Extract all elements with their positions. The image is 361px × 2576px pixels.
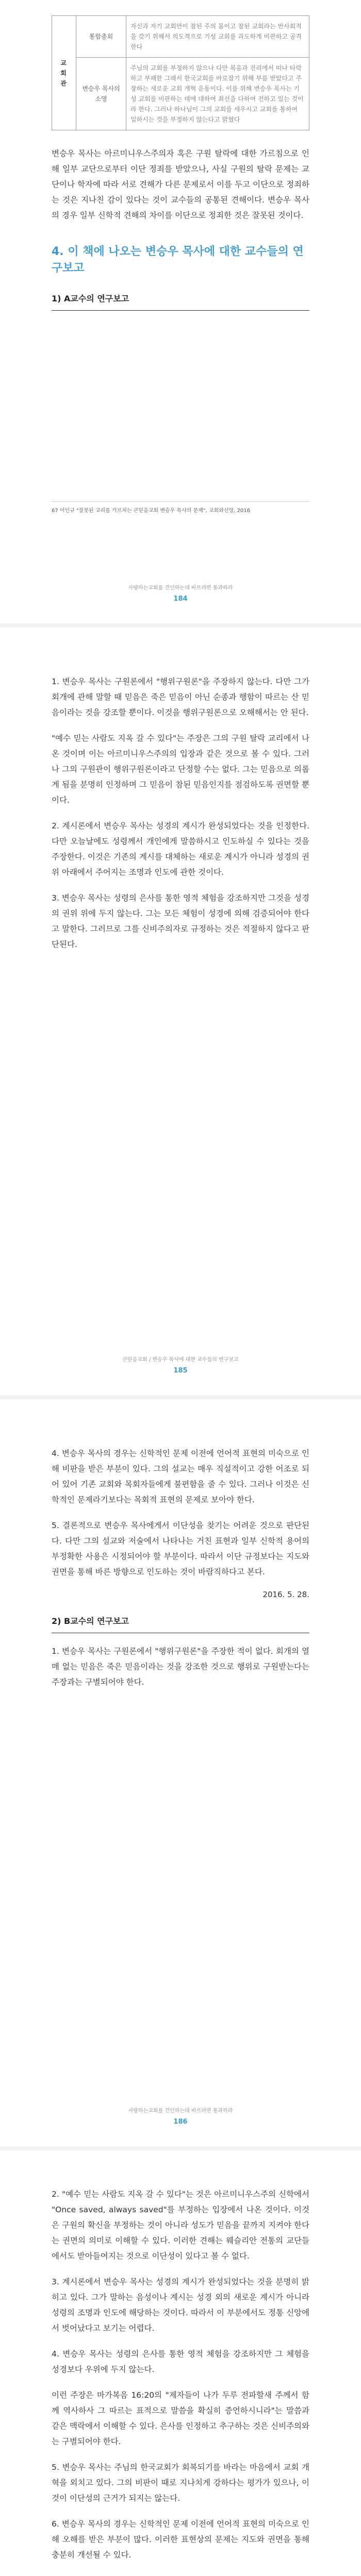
- document-page: [0, 2150, 361, 2576]
- table-row-label: 통합총회: [76, 16, 126, 58]
- document-page: [0, 628, 361, 1395]
- paragraph: 이런 주장은 마가복음 16:20의 "제자들이 나가 두루 전파할새 주께서 함께 역사하사 그 따르는 표적으로 말씀을 확실히 증언하시니라"는 말씀과 같은 맥락에서 이해할 수 있다. 은사를 인정하고 추구하는 것은 신비주의와는 구별되어야 한다.: [52, 2391, 309, 2446]
- sub-title: 1) A교수의 연구보고: [52, 292, 309, 311]
- section-title: 4. 이 책에 나오는 변승우 목사에 대한 교수들의 연구보고: [52, 245, 304, 275]
- comparison-table: [52, 15, 309, 130]
- paragraph: 3. 변승우 목사는 성령의 은사를 통한 영적 체험을 강조하지만 그것을 성경의 권위 위에 두지 않는다. 그는 모든 체험이 성경에 의해 검증되어야 한다고 말한다. 그러므로 그를 신비주의자로 규정하는 것은 적절하지 않다고 판단된다.: [52, 893, 309, 949]
- paragraph: "예수 믿는 사람도 지옥 갈 수 있다"는 주장은 그의 구원 탈락 교리에서 나온 것이며 이는 아르미니우스주의의 입장과 같은 것으로 볼 수 있다. 그러나 그의 구원관이 행위구원론이라고 단정할 수는 없다. 그는 믿음으로 의롭게 됨을 분명히 인정하며 그 믿음이 참된 믿음인지를 점검하도록 권면할 뿐이다.: [52, 734, 309, 805]
- table-cell: 자신과 자기 교회만이 참된 주의 몸이고 참된 교회라는 반사회적을 갖기 위해서 의도적으로 기성 교회를 과도하게 비판하고 공격한다: [126, 16, 309, 58]
- document-page: [0, 0, 361, 623]
- paragraph: 5. 변승우 목사는 주님의 한국교회가 회복되기를 바라는 마음에서 교회 개혁을 외치고 있다. 그의 비판이 때로 지나치게 강하다는 평가가 있으나, 이것이 이단성의 근거가 되지는 않는다.: [52, 2463, 309, 2503]
- paragraph: 3. 계시론에서 변승우 목사는 성경의 계시가 완성되었다는 것을 분명히 밝히고 있다. 그가 말하는 음성이나 계시는 성경 외의 새로운 계시가 아니라 성령의 조명과 인도에 해당하는 것이다. 따라서 이 부분에서도 정통 신앙에서 벗어났다고 보기는 어렵다.: [52, 2277, 309, 2333]
- page-footer: [0, 1355, 361, 1375]
- footer-text: 사랑하는교회를 견인하는데 바르려면 통과하라: [128, 585, 233, 591]
- paragraph: 5. 결론적으로 변승우 목사에게서 이단성을 찾기는 어려운 것으로 판단된다. 다만 그의 설교와 저술에서 나타나는 거친 표현과 일부 신학적 용어의 부정확한 사용은 시정되어야 할 부분이다. 따라서 이단 규정보다는 지도와 권면을 통해 바른 방향으로 인도하는 것이 바람직하다고 본다.: [52, 1521, 309, 1577]
- footer-text: 사랑하는교회를 견인하는데 바르려면 통과하라: [128, 2108, 233, 2114]
- page-footer: [0, 583, 361, 603]
- paragraph: 6. 변승우 목사의 경우는 신학적인 문제 이전에 언어적 표현의 미숙으로 인해 오해를 받은 부분이 많다. 이러한 표현상의 문제는 지도와 권면을 통해 충분히 개선될 수 있다.: [52, 2519, 309, 2560]
- paragraph: 1. 변승우 목사는 구원론에서 "행위구원론"을 주장하지 않는다. 다만 그가 회개에 관해 말할 때 믿음은 죽은 믿음이 아닌 순종과 행함이 따르는 산 믿음이라는 것을 강조할 뿐이다. 이것을 행위구원론으로 오해해서는 안 된다.: [52, 677, 309, 717]
- footnote: 67 이인규 "잘못된 교리를 가르치는 큰믿음교회 변승우 목사의 문제", 교회와신앙, 2016: [52, 501, 309, 514]
- page-number: 186: [173, 2118, 188, 2126]
- sub-title: 2) B교수의 연구보고: [52, 1615, 309, 1633]
- report-date: 2016. 5. 28.: [262, 1590, 309, 1599]
- table-group-label: 교 회 관: [52, 16, 76, 130]
- table-cell: 주님의 교회를 부정하지 않으나 다만 복음과 진리에서 떠나 타락하고 부패한 그래서 한국교회를 바로잡기 위해 부름 받았다고 주장하는 새로운 교회 개혁 운동이다. 이를 위해 변승우 목사는 기성 교회를 비판하는 데에 대하여 최선을 다하여 전하고 있는 것이라 한다. 그러나 하나님이 그의 교회를 세우시고 교회를 통하여 일하시는 것을 부정하지 않는다고 밝혔다: [126, 58, 309, 130]
- paragraph: 2. 계시론에서 변승우 목사는 성경의 계시가 완성되었다는 것을 인정한다. 다만 오늘날에도 성령께서 개인에게 말씀하시고 인도하실 수 있다는 것을 주장한다. 이것은 기존의 계시를 대체하는 새로운 계시가 아니라 성경의 권위 아래에서 주어지는 조명과 인도에 관한 것이다.: [52, 821, 309, 877]
- table-row-label: 변승우 목사의 소명: [76, 58, 126, 130]
- paragraph: 4. 변승우 목사는 성령의 은사를 통한 영적 체험을 강조하지만 그 체험을 성경보다 우위에 두지 않는다.: [52, 2349, 309, 2374]
- paragraph: 2. "예수 믿는 사람도 지옥 갈 수 있다"는 것은 아르미니우스주의 신학에서 "Once saved, always saved"를 부정하는 입장에서 나온 것이다. 이것은 구원의 확신을 부정하는 것이 아니라 성도가 믿음을 끝까지 지켜야 한다는 권면의 의미로 이해할 수 있다. 이러한 견해는 웨슬리안 전통의 교단들에서도 받아들여지는 것으로 이단성이 있다고 볼 수 없다.: [52, 2190, 309, 2261]
- footer-text: 큰믿음교회 / 변승우 목사에 대한 교수들의 연구보고: [122, 1357, 239, 1363]
- page-number: 184: [173, 595, 188, 603]
- paragraph: 1. 변승우 목사는 구원론에서 "행위구원론"을 주장한 적이 없다. 회개의 열매 없는 믿음은 죽은 믿음이라는 것을 강조한 것으로 행위로 구원받는다는 주장과는 구별되어야 한다.: [52, 1647, 309, 1687]
- document-page: [0, 1399, 361, 2146]
- table-row: [52, 58, 309, 130]
- page-footer: [0, 2106, 361, 2126]
- paragraph: [52, 2573, 309, 2576]
- paragraph: 변승우 목사는 아르미니우스주의자 혹은 구원 탈락에 대한 가르침으로 인해 일부 교단으로부터 이단 정죄를 받았으나, 사실 구원의 탈락 문제는 교단이나 학자에 따라 서로 견해가 다른 문제로서 이를 두고 이단으로 정죄하는 것은 지나친 감이 있다는 것이 교수들의 공통된 견해이다. 변승우 목사의 경우 일부 신학적 견해의 차이를 이단으로 정죄한 것은 잘못된 것이다.: [52, 149, 309, 220]
- page-number: 185: [173, 1367, 188, 1375]
- paragraph: 4. 변승우 목사의 경우는 신학적인 문제 이전에 언어적 표현의 미숙으로 인해 비판을 받은 부분이 있다. 그의 설교는 매우 직설적이고 강한 어조로 되어 있어 기존 교회와 목회자들에게 불편함을 줄 수 있다. 그러나 이것은 신학적인 문제라기보다는 목회적 표현의 문제로 보아야 한다.: [52, 1449, 309, 1504]
- table-row: [52, 16, 309, 58]
